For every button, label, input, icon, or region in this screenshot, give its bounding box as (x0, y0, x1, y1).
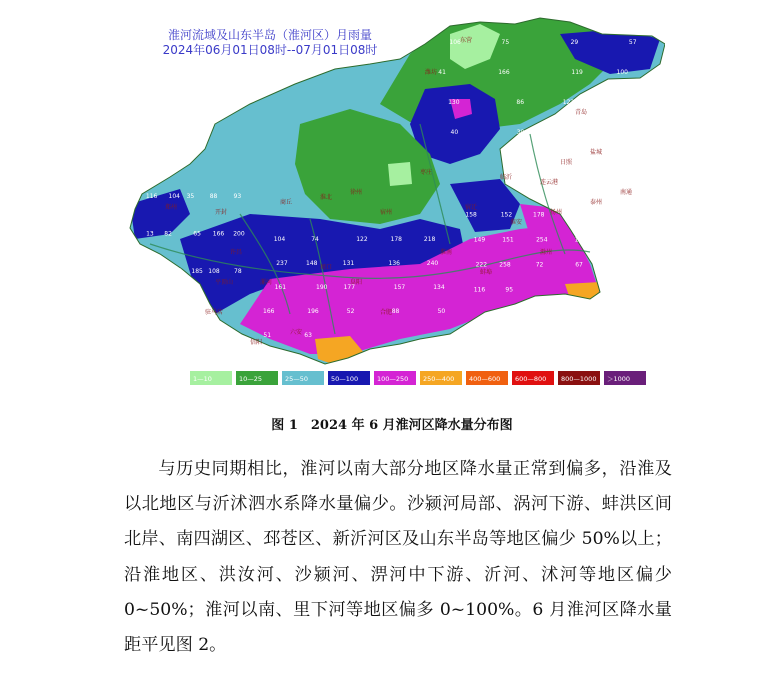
station-value: 116 (145, 192, 158, 200)
station-value: 237 (276, 260, 288, 267)
station-value: 104 (168, 192, 180, 200)
station-value: 185 (191, 267, 203, 275)
station-value: 100 (616, 69, 628, 76)
station-value: 74 (311, 236, 319, 243)
map-title-line1: 淮河流域及山东半岛（淮河区）月雨量 (167, 28, 372, 42)
city-label: 东营 (460, 37, 473, 44)
station-value: 95 (505, 286, 514, 294)
station-value: 122 (562, 99, 575, 106)
station-value: 67 (575, 261, 583, 269)
station-value: 115 (170, 267, 182, 275)
station-value: 240 (426, 260, 439, 267)
legend-label: 600—800 (515, 375, 547, 383)
city-label: 蚌埠 (480, 269, 493, 276)
legend-label: 100—250 (377, 375, 409, 383)
station-value: 88 (391, 308, 400, 315)
station-value: 166 (212, 230, 225, 238)
station-value: 122 (356, 236, 368, 243)
station-value: 57 (628, 39, 637, 46)
station-value: 200 (233, 230, 245, 238)
station-value: 40 (450, 129, 459, 136)
city-label: 郑州 (165, 204, 178, 211)
legend-label: ＞1000 (607, 375, 631, 383)
station-value: 161 (274, 284, 287, 291)
map-title (150, 28, 390, 58)
map-title-line2: 2024年06月01日08时--07月01日08时 (162, 43, 378, 57)
station-value: 66 (143, 305, 152, 313)
city-label: 徐州 (350, 189, 363, 196)
station-value: 130 (448, 99, 460, 106)
station-value: 178 (390, 236, 402, 243)
city-label: 许昌 (230, 249, 243, 256)
city-label: 六安 (290, 329, 303, 336)
station-value: 82 (164, 230, 172, 238)
station-value: 222 (475, 261, 488, 269)
city-label: 商丘 (280, 199, 293, 206)
station-value: 13 (146, 230, 154, 238)
city-label: 淮南 (440, 249, 453, 256)
city-label: 南通 (620, 189, 633, 196)
city-label: 开封 (215, 209, 228, 216)
city-label: 滁州 (540, 249, 553, 256)
station-value: 36 (568, 129, 576, 136)
station-value: 177 (343, 284, 356, 291)
station-value: 136 (388, 260, 400, 267)
city-label: 青岛 (575, 109, 588, 116)
station-value: 75 (501, 39, 510, 46)
station-value: 152 (500, 211, 513, 219)
station-value: 39 (516, 129, 525, 136)
station-value: 50 (437, 308, 446, 315)
city-label: 信阳 (250, 339, 263, 346)
station-value: 116 (473, 286, 486, 294)
station-value: 154 (565, 211, 578, 219)
station-value: 148 (306, 260, 318, 267)
station-value: 149 (473, 236, 486, 244)
station-value: 196 (307, 308, 319, 315)
station-value: 106 (449, 39, 461, 46)
station-value: 52 (346, 308, 355, 315)
city-label: 扬州 (550, 209, 563, 216)
city-label: 平顶山 (215, 279, 234, 286)
city-label: 宿州 (380, 209, 393, 216)
station-value: 151 (502, 236, 514, 244)
station-value: 190 (316, 284, 328, 291)
rainfall-map (120, 14, 665, 394)
station-value: 131 (342, 260, 355, 267)
legend-label: 10—25 (239, 375, 263, 383)
legend (190, 371, 646, 385)
city-label: 连云港 (540, 179, 559, 186)
station-value: 70 (169, 305, 178, 313)
city-label: 枣庄 (420, 169, 433, 176)
city-label: 临沂 (500, 174, 513, 181)
station-value: 65 (193, 230, 201, 238)
station-value: 108 (208, 267, 220, 275)
legend-label: 250—400 (423, 375, 455, 383)
station-value: 63 (304, 332, 312, 339)
station-value: 258 (499, 261, 511, 269)
city-label: 盐城 (590, 149, 603, 156)
legend-label: 400—600 (469, 375, 501, 383)
legend-label: 50—100 (331, 375, 359, 383)
city-label: 日照 (560, 159, 573, 166)
station-value: 62 (613, 99, 622, 106)
station-value: 79 (144, 267, 152, 275)
station-value: 119 (571, 69, 583, 76)
station-value: 134 (433, 284, 445, 291)
city-label: 潍坊 (425, 69, 438, 76)
station-value: 93 (233, 192, 242, 200)
station-value: 218 (423, 236, 436, 243)
station-value: 178 (533, 211, 545, 219)
legend-label: 1—10 (193, 375, 212, 383)
station-value: 157 (393, 284, 406, 291)
station-value: 25 (613, 129, 621, 136)
city-label: 淮安 (510, 219, 523, 226)
station-value: 29 (570, 39, 579, 46)
city-label: 淮北 (320, 194, 333, 201)
station-value: 41 (438, 69, 446, 76)
city-label: 合肥 (380, 309, 393, 316)
city-label: 漯河 (260, 279, 273, 286)
station-value: 254 (536, 236, 548, 244)
city-label: 周口 (320, 264, 333, 271)
figure-caption: 图 1 2024 年 6 月淮河区降水量分布图 (271, 418, 513, 433)
station-value: 35 (186, 192, 195, 200)
legend-label: 25—50 (285, 375, 309, 383)
city-label: 泰州 (590, 199, 603, 206)
paragraph-text: 与历史同期相比，淮河以南大部分地区降水量正常到偏多，沿淮及以北地区与沂沭泗水系降水量偏少。沙颍河局部、涡河下游、蚌洪区间北岸、南四湖区、邳苍区、新沂河区及山东半岛等地区偏少 50%以上；沿淮地区、洪汝河、沙颍河、淠河中下游、沂河、沭河等地区偏少 0~50%；淮河以南、里下河等地区偏多 0~100%。6 月淮河区降水量距平见图 2。 (124, 459, 672, 656)
station-value: 78 (234, 267, 242, 275)
station-value: 167 (574, 236, 587, 244)
body-paragraph (124, 452, 672, 663)
station-value: 72 (535, 261, 544, 269)
station-value: 51 (263, 332, 272, 339)
city-label: 阜阳 (350, 279, 363, 286)
city-label: 驻马店 (205, 309, 224, 316)
city-label: 宿迁 (465, 204, 478, 211)
station-value: 88 (209, 192, 218, 200)
station-value: 166 (263, 308, 275, 315)
station-value: 104 (273, 236, 286, 243)
station-value: 158 (465, 211, 477, 219)
station-value: 86 (516, 99, 525, 106)
legend-label: 800—1000 (561, 375, 597, 383)
station-value: 166 (498, 69, 510, 76)
